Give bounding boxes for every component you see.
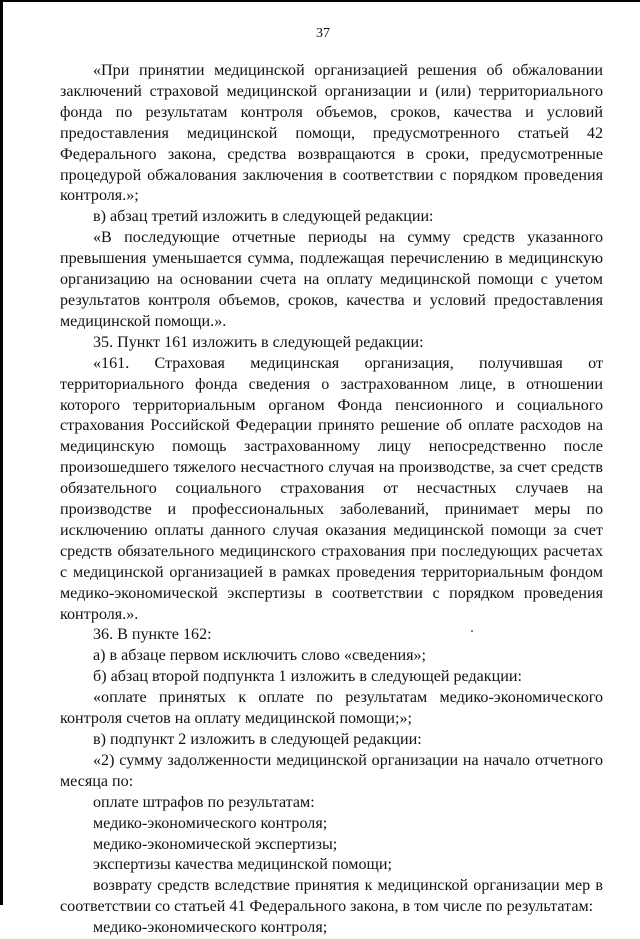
paragraph-item-36: 36. В пункте 162: — [93, 626, 212, 644]
paragraph-refund: возврату средств вследствие принятия к медицинской организации мер в соответствии со статьей 41 Федерального закона, в том числе по результатам: — [60, 877, 603, 916]
scan-speck — [471, 630, 473, 632]
paragraph-quote-161: «161. Страховая медицинская организация, получившая от территориального фонда сведения о застрахованном лице, в отношении которого территориальным органом Фонда пенсионного и социального страхования Российской Федерации принято решение об оплате расходов на медицинскую помощь застрахованному лицу непосредственно после произошедшего тяжелого несчастного случая на производстве, за счет средств обязательного социального страхования от несчастных случаев на производстве и профессиональных заболеваний, принимает меры по исключению оплаты данного случая оказания медицинской помощи за счет средств обязательного медицинского страхования при последующих расчетах с медицинской организацией в рамках проведения территориальным фондом медико-экономической экспертизы в соответствии с порядком проведения контроля.». — [60, 354, 603, 623]
paragraph-mec: медико-экономического контроля; — [93, 814, 328, 832]
paragraph-mec-2: медико-экономического контроля; — [93, 919, 328, 937]
paragraph-item-v-third: в) абзац третий изложить в следующей редакции: — [93, 208, 434, 226]
paragraph-item-v-subitem-2: в) подпункт 2 изложить в следующей редакции: — [93, 731, 422, 748]
paragraph-quote-subsequent-periods: «В последующие отчетные периоды на сумму средств указанного превышения уменьшается сумма, подлежащая перечислению в медицинскую организацию на основании счета на оплату медицинской помощи с учетом результатов контроля объемов, сроков, качества и условий предоставления медицинской помощи.». — [60, 229, 603, 330]
paragraph-fines: оплате штрафов по результатам: — [93, 793, 315, 811]
paragraph-quote-debt: «2) сумму задолженности медицинской организации на начало отчетного месяца по: — [60, 751, 603, 790]
paragraph-item-b: б) абзац второй подпункта 1 изложить в следующей редакции: — [93, 668, 522, 686]
paragraph-quote-payment: «оплате принятых к оплате по результатам медико-экономического контроля счетов на оплату медицинской помощи;»; — [60, 689, 603, 728]
paragraph-ekmp: экспертизы качества медицинской помощи; — [93, 856, 392, 874]
paragraph-item-35: 35. Пункт 161 изложить в следующей редакции: — [93, 333, 424, 351]
page-number: 37 — [316, 26, 330, 41]
paragraph-mee: медико-экономической экспертизы; — [93, 835, 338, 853]
paragraph-item-a: а) в абзаце первом исключить слово «сведения»; — [93, 647, 427, 665]
document-body — [60, 61, 603, 939]
paragraph-quote-appeal: «При принятии медицинской организацией решения об обжаловании заключений страховой медицинской организации и (или) территориального фонда по результатам контроля объемов, сроков, качества и условий предоставления медицинской помощи, предусмотренного статьей 42 Федерального закона, средства возвращаются в сроки, предусмотренные процедурой обжалования заключения в соответствии с порядком проведения контроля.»; — [60, 62, 603, 205]
